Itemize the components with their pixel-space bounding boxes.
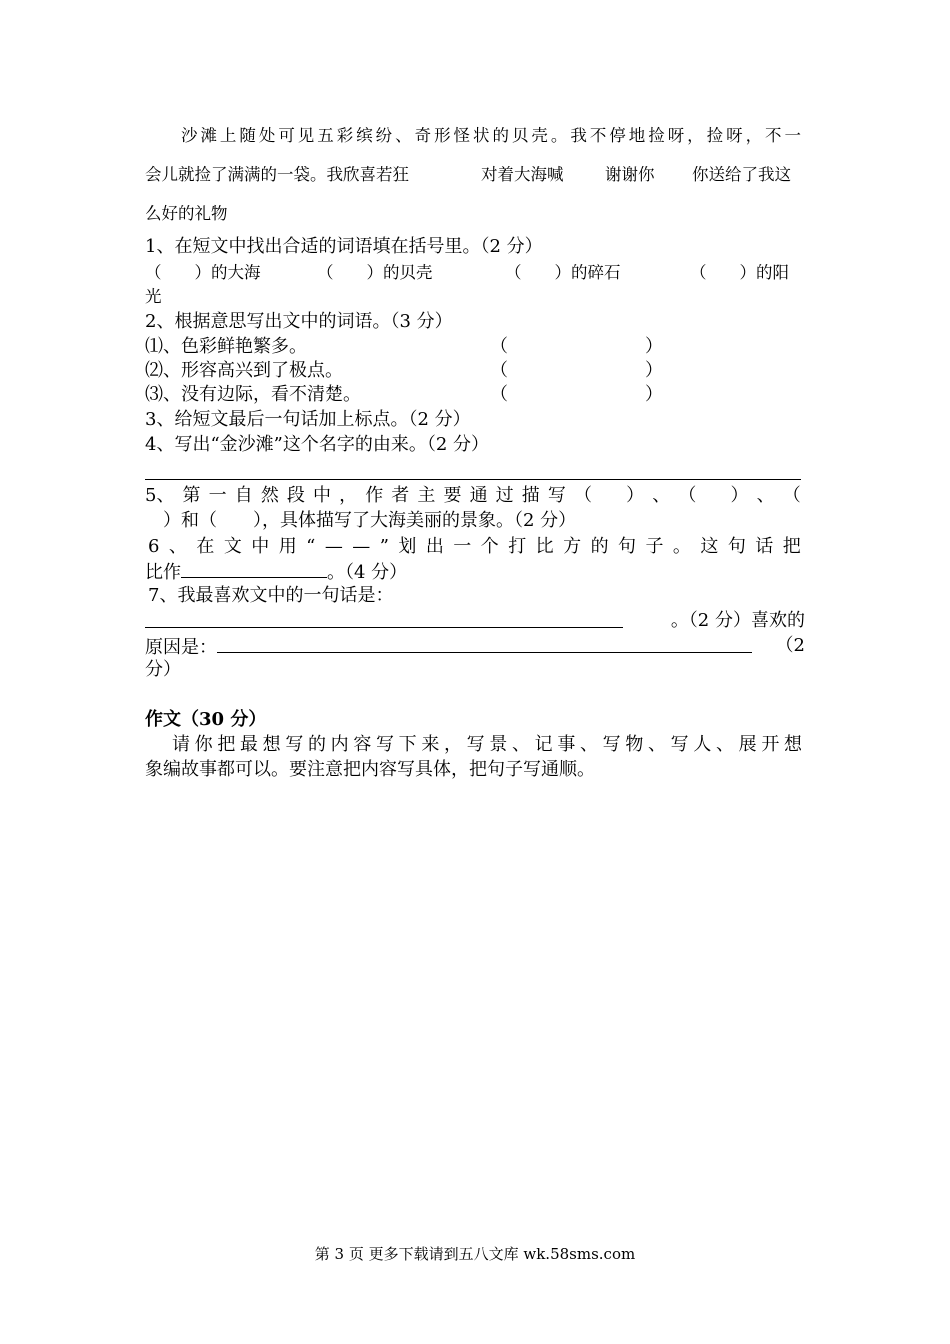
q5-char: ） (730, 485, 749, 506)
q5-char: 通 (469, 485, 488, 506)
answer-close-paren: ） (645, 336, 663, 357)
q6-char: 6 (148, 536, 160, 557)
composition-title: 作文（30 分） (145, 709, 267, 730)
q5-char: 然 (260, 485, 279, 506)
q6-char: 这 (700, 536, 719, 557)
q6-line-2 (145, 559, 407, 585)
q5-char: （ (573, 485, 592, 506)
q5-char: 中 (313, 485, 332, 506)
passage-line-2-part: 谢谢你 (605, 165, 655, 184)
q7-line-4: 分） (145, 659, 181, 680)
q5-char: 写 (547, 485, 566, 506)
q7-reason-blank (217, 634, 752, 653)
q2-item-1 (145, 335, 801, 359)
passage-line-2-part: 会儿就捡了满满的一袋。我欣喜若狂 (145, 165, 409, 184)
q5-char: 过 (495, 485, 514, 506)
q6-char: 话 (755, 536, 774, 557)
passage-line-2-part: 对着大海喊 (481, 165, 564, 184)
answer-close-paren: ） (645, 360, 663, 381)
q6-char: 出 (425, 536, 444, 557)
composition-line-2: 象编故事都可以。要注意把内容写具体，把句子写通顺。 (145, 759, 595, 780)
q6-char: 比 (535, 536, 554, 557)
answer-close-paren: ） (645, 384, 663, 405)
q7-title: 7、我最喜欢文中的一句话是： (148, 585, 394, 606)
q4-text: 4、写出“金沙滩”这个名字的由来。（2 分） (145, 434, 490, 455)
q6-suffix: 。（4 分） (327, 562, 408, 583)
q6-char: 在 (196, 536, 215, 557)
q1-title: 1、在短文中找出合适的词语填在括号里。（2 分） (145, 236, 543, 257)
q5-char: 要 (443, 485, 462, 506)
q5-char: ， (339, 485, 358, 506)
q6-char: 打 (508, 536, 527, 557)
q5-char: 一 (208, 485, 227, 506)
q1-item: （ ）的碎石 (505, 263, 621, 282)
q2-item-3 (145, 383, 801, 407)
q6-char: — (352, 536, 371, 557)
q3-text: 3、给短文最后一句话加上标点。（2 分） (145, 409, 471, 430)
q5-line-2: ）和（ ），具体描写了大海美丽的景象。（2 分） (145, 510, 577, 531)
q6-char: 句 (618, 536, 637, 557)
q5-char (600, 484, 618, 508)
q6-char: 、 (168, 536, 187, 557)
passage-line-2-part: 你送给了我这 (692, 165, 791, 184)
q5-char: 、 (652, 485, 671, 506)
q5-char: 作 (365, 485, 384, 506)
q2-item-text: ⑶、没有边际，看不清楚。 (145, 384, 361, 405)
q6-prefix: 比作 (145, 562, 181, 583)
answer-open-paren: （ (490, 336, 508, 357)
q1-item: （ ）的阳 (690, 263, 789, 282)
q1-item: （ ）的贝壳 (317, 263, 433, 282)
q7-sentence-blank (145, 609, 623, 628)
q5-char: 、 (756, 485, 775, 506)
passage-line-1: 沙滩上随处可见五彩缤纷、奇形怪状的贝壳。我不停地捡呀，捡呀，不一 (181, 126, 801, 145)
q5-char: 主 (417, 485, 436, 506)
q6-char: “ (306, 536, 316, 557)
q6-char: 个 (480, 536, 499, 557)
q5-char: 第 (182, 485, 201, 506)
composition-line-1: 请你把最想写的内容写下来，写景、记事、写物、写人、展开想 (172, 734, 802, 755)
q5-char: ） (626, 485, 645, 506)
q6-char: 。 (672, 536, 691, 557)
q6-char: 方 (563, 536, 582, 557)
q6-answer-blank (181, 559, 327, 578)
passage-line-3: 么好的礼物 (145, 204, 228, 223)
q5-char: 描 (521, 485, 540, 506)
page-footer: 第 3 页 更多下载请到五八文库 wk.58sms.com (314, 1245, 636, 1263)
q5-char: 段 (286, 485, 305, 506)
q6-char: ” (379, 536, 389, 557)
q5-char: （ (678, 485, 697, 506)
q5-char: 者 (391, 485, 410, 506)
answer-open-paren: （ (490, 384, 508, 405)
q5-char: 5、 (145, 485, 175, 506)
q6-char: 用 (278, 536, 297, 557)
q7-after-blank: 。（2 分）喜欢的 (670, 610, 805, 631)
q6-char: 子 (645, 536, 664, 557)
q5-line-1 (145, 484, 801, 508)
q6-char: 的 (590, 536, 609, 557)
answer-open-paren: （ (490, 360, 508, 381)
q1-wrap: 光 (145, 287, 162, 306)
q2-item-text: ⑴、色彩鲜艳繁多。 (145, 336, 307, 357)
q6-char: 把 (782, 536, 801, 557)
q7-line-3 (145, 634, 805, 660)
q2-item-text: ⑵、形容高兴到了极点。 (145, 360, 343, 381)
q6-line-1 (148, 535, 801, 559)
q2-title: 2、根据意思写出文中的词语。（3 分） (145, 311, 453, 332)
passage-line-2 (145, 163, 801, 187)
q5-char: （ (782, 485, 801, 506)
q7-line-2 (145, 609, 805, 635)
q6-char: 划 (398, 536, 417, 557)
q5-char: 自 (234, 485, 253, 506)
q5-char (704, 484, 722, 508)
q2-item-2 (145, 359, 801, 383)
q6-char: 中 (251, 536, 270, 557)
q6-char: 一 (453, 536, 472, 557)
q1-item: （ ）的大海 (145, 263, 261, 282)
q4-answer-line (145, 479, 801, 480)
q7-reason-end: （2 (775, 635, 805, 656)
q7-reason-label: 原因是： (145, 637, 217, 658)
q6-char: — (324, 536, 343, 557)
q6-char: 句 (727, 536, 746, 557)
q6-char: 文 (223, 536, 242, 557)
